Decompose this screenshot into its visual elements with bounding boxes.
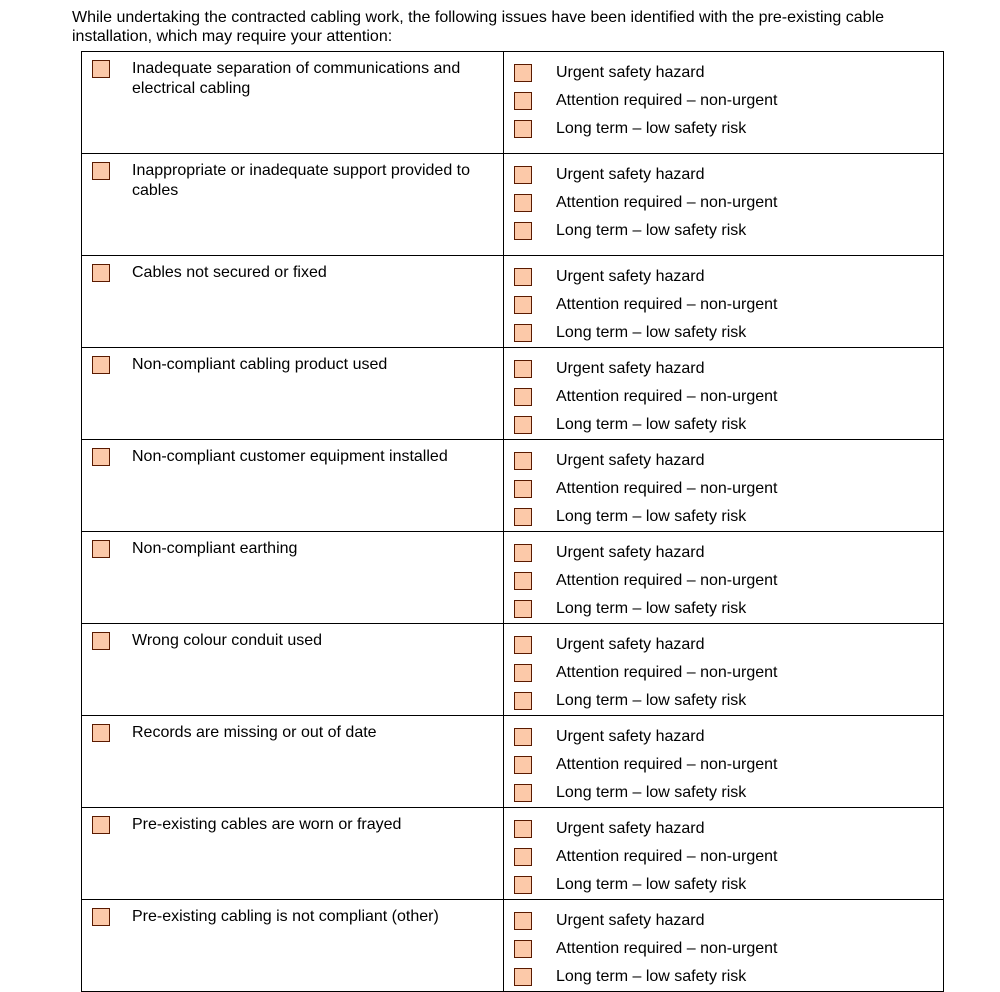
severity-option — [514, 503, 943, 531]
severity-checkbox[interactable] — [514, 940, 532, 958]
severity-label: Long term – low safety risk — [556, 968, 747, 985]
severity-checkbox[interactable] — [514, 194, 532, 212]
severity-label: Urgent safety hazard — [556, 636, 705, 653]
severity-checkbox[interactable] — [514, 452, 532, 470]
severity-option — [514, 631, 943, 659]
severity-option — [514, 189, 943, 217]
severity-checkbox[interactable] — [514, 600, 532, 618]
severity-option — [514, 87, 943, 115]
severity-checkbox[interactable] — [514, 388, 532, 406]
severity-label: Long term – low safety risk — [556, 876, 747, 893]
issue-checkbox[interactable] — [92, 724, 110, 742]
severity-checkbox[interactable] — [514, 876, 532, 894]
intro-text: While undertaking the contracted cabling work, the following issues have been identified with the pre-existing cable installation, which may require your attention: — [72, 9, 885, 45]
severity-label: Long term – low safety risk — [556, 120, 747, 137]
severity-cell — [504, 440, 944, 532]
severity-checkbox[interactable] — [514, 64, 532, 82]
severity-label: Long term – low safety risk — [556, 600, 747, 617]
issue-row — [82, 624, 944, 716]
issue-item — [82, 348, 503, 375]
severity-checkbox[interactable] — [514, 120, 532, 138]
issue-label: Non-compliant customer equipment installed — [132, 448, 448, 465]
issue-checkbox[interactable] — [92, 816, 110, 834]
severity-label: Urgent safety hazard — [556, 64, 705, 81]
severity-cell — [504, 808, 944, 900]
severity-option — [514, 595, 943, 623]
severity-option — [514, 319, 943, 347]
issue-cell — [82, 900, 504, 992]
severity-checkbox[interactable] — [514, 820, 532, 838]
issue-checkbox[interactable] — [92, 632, 110, 650]
issue-checkbox[interactable] — [92, 448, 110, 466]
severity-option — [514, 291, 943, 319]
severity-checkbox[interactable] — [514, 756, 532, 774]
severity-option — [514, 355, 943, 383]
issue-label: Records are missing or out of date — [132, 724, 377, 741]
severity-checkbox[interactable] — [514, 636, 532, 654]
issue-label: Pre-existing cables are worn or frayed — [132, 816, 402, 833]
issue-item — [82, 52, 503, 99]
issue-cell — [82, 348, 504, 440]
issue-row — [82, 348, 944, 440]
issue-label: Non-compliant earthing — [132, 540, 298, 557]
severity-cell — [504, 716, 944, 808]
severity-label: Urgent safety hazard — [556, 166, 705, 183]
issue-label: Wrong colour conduit used — [132, 632, 323, 649]
severity-options — [504, 440, 943, 531]
severity-cell — [504, 256, 944, 348]
issue-label: Cables not secured or fixed — [132, 264, 327, 281]
severity-option — [514, 539, 943, 567]
severity-options — [504, 716, 943, 807]
issue-cell — [82, 256, 504, 348]
severity-checkbox[interactable] — [514, 324, 532, 342]
severity-checkbox[interactable] — [514, 664, 532, 682]
severity-options — [504, 532, 943, 623]
severity-options — [504, 624, 943, 715]
severity-options — [504, 154, 943, 245]
severity-cell — [504, 52, 944, 154]
severity-label: Attention required – non-urgent — [556, 388, 778, 405]
severity-label: Attention required – non-urgent — [556, 572, 778, 589]
severity-option — [514, 815, 943, 843]
severity-label: Attention required – non-urgent — [556, 940, 778, 957]
issues-table — [81, 51, 944, 992]
severity-option — [514, 751, 943, 779]
severity-checkbox[interactable] — [514, 728, 532, 746]
severity-cell — [504, 154, 944, 256]
severity-cell — [504, 624, 944, 716]
issue-checkbox[interactable] — [92, 356, 110, 374]
issue-cell — [82, 52, 504, 154]
issue-row — [82, 440, 944, 532]
severity-option — [514, 59, 943, 87]
severity-option — [514, 217, 943, 245]
severity-option — [514, 871, 943, 899]
severity-cell — [504, 900, 944, 992]
severity-option — [514, 115, 943, 143]
issue-item — [82, 532, 503, 559]
severity-option — [514, 161, 943, 189]
issue-checkbox[interactable] — [92, 60, 110, 78]
issue-cell — [82, 154, 504, 256]
severity-option — [514, 843, 943, 871]
issue-checkbox[interactable] — [92, 908, 110, 926]
issue-row — [82, 808, 944, 900]
severity-label: Attention required – non-urgent — [556, 848, 778, 865]
issue-label: Inappropriate or inadequate support provided to cables — [132, 162, 471, 199]
severity-option — [514, 567, 943, 595]
severity-label: Urgent safety hazard — [556, 452, 705, 469]
severity-cell — [504, 532, 944, 624]
severity-checkbox[interactable] — [514, 296, 532, 314]
severity-options — [504, 900, 943, 991]
severity-checkbox[interactable] — [514, 544, 532, 562]
severity-checkbox[interactable] — [514, 268, 532, 286]
severity-checkbox[interactable] — [514, 968, 532, 986]
severity-label: Attention required – non-urgent — [556, 296, 778, 313]
severity-options — [504, 348, 943, 439]
severity-options — [504, 52, 943, 143]
issue-checkbox[interactable] — [92, 540, 110, 558]
severity-cell — [504, 348, 944, 440]
severity-checkbox[interactable] — [514, 784, 532, 802]
issue-item — [82, 716, 503, 743]
severity-label: Attention required – non-urgent — [556, 480, 778, 497]
severity-option — [514, 723, 943, 751]
issue-item — [82, 808, 503, 835]
severity-label: Long term – low safety risk — [556, 784, 747, 801]
issue-cell — [82, 440, 504, 532]
severity-label: Long term – low safety risk — [556, 508, 747, 525]
severity-label: Long term – low safety risk — [556, 416, 747, 433]
severity-checkbox[interactable] — [514, 912, 532, 930]
severity-label: Attention required – non-urgent — [556, 194, 778, 211]
issue-cell — [82, 532, 504, 624]
severity-checkbox[interactable] — [514, 360, 532, 378]
severity-options — [504, 256, 943, 347]
severity-option — [514, 411, 943, 439]
issue-row — [82, 154, 944, 256]
severity-checkbox[interactable] — [514, 222, 532, 240]
issue-item — [82, 900, 503, 927]
issue-cell — [82, 808, 504, 900]
severity-option — [514, 475, 943, 503]
severity-option — [514, 935, 943, 963]
severity-label: Attention required – non-urgent — [556, 92, 778, 109]
issue-row — [82, 532, 944, 624]
severity-label: Attention required – non-urgent — [556, 756, 778, 773]
issue-cell — [82, 624, 504, 716]
issue-row — [82, 256, 944, 348]
severity-checkbox[interactable] — [514, 166, 532, 184]
severity-label: Urgent safety hazard — [556, 268, 705, 285]
severity-label: Attention required – non-urgent — [556, 664, 778, 681]
issue-item — [82, 256, 503, 283]
severity-checkbox[interactable] — [514, 848, 532, 866]
severity-label: Urgent safety hazard — [556, 544, 705, 561]
severity-options — [504, 808, 943, 899]
severity-checkbox[interactable] — [514, 692, 532, 710]
severity-checkbox[interactable] — [514, 572, 532, 590]
issue-checkbox[interactable] — [92, 162, 110, 180]
issue-label: Pre-existing cabling is not compliant (other) — [132, 908, 439, 925]
issue-label: Non-compliant cabling product used — [132, 356, 388, 373]
severity-option — [514, 447, 943, 475]
severity-checkbox[interactable] — [514, 416, 532, 434]
severity-label: Long term – low safety risk — [556, 692, 747, 709]
issue-row — [82, 52, 944, 154]
issue-item — [82, 624, 503, 651]
severity-label: Urgent safety hazard — [556, 728, 705, 745]
severity-checkbox[interactable] — [514, 92, 532, 110]
severity-option — [514, 659, 943, 687]
issue-label: Inadequate separation of communications and electrical cabling — [132, 60, 461, 97]
severity-label: Urgent safety hazard — [556, 820, 705, 837]
severity-option — [514, 383, 943, 411]
severity-checkbox[interactable] — [514, 480, 532, 498]
severity-label: Urgent safety hazard — [556, 912, 705, 929]
issue-row — [82, 716, 944, 808]
issue-cell — [82, 716, 504, 808]
severity-checkbox[interactable] — [514, 508, 532, 526]
severity-option — [514, 263, 943, 291]
severity-label: Long term – low safety risk — [556, 222, 747, 239]
severity-option — [514, 779, 943, 807]
issue-item — [82, 154, 503, 201]
severity-label: Long term – low safety risk — [556, 324, 747, 341]
severity-option — [514, 907, 943, 935]
severity-label: Urgent safety hazard — [556, 360, 705, 377]
issue-row — [82, 900, 944, 992]
issue-item — [82, 440, 503, 467]
severity-option — [514, 687, 943, 715]
issue-checkbox[interactable] — [92, 264, 110, 282]
